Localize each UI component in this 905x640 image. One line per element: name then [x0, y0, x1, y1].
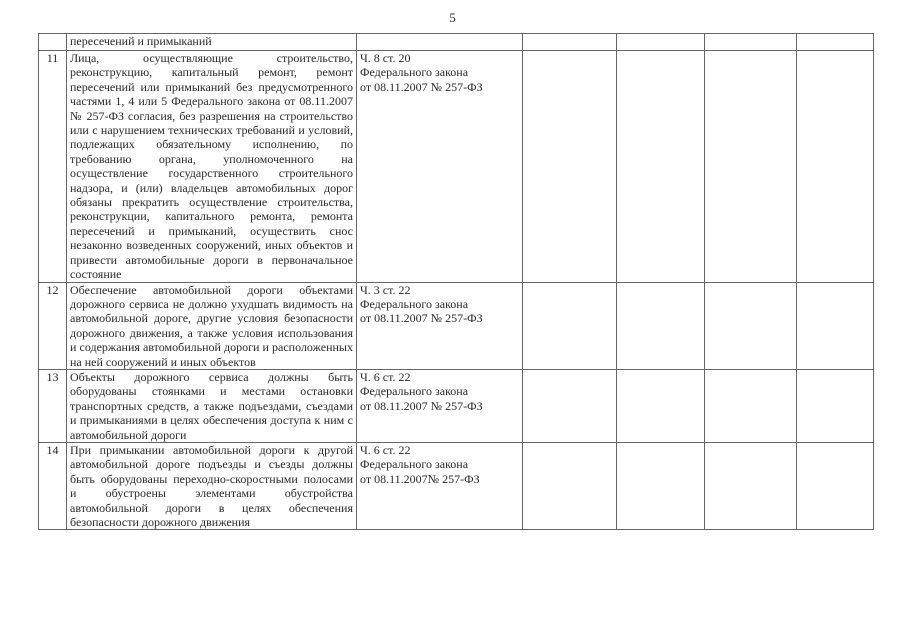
reference-line: Федерального закона — [360, 457, 469, 472]
reference-cell — [357, 369, 523, 442]
empty-cell — [797, 51, 874, 283]
table-row — [39, 282, 874, 369]
empty-cell — [797, 282, 874, 369]
empty-cell — [705, 442, 797, 529]
row-number-cell: 13 — [39, 369, 67, 442]
reference-line: Федерального закона — [360, 296, 469, 311]
empty-cell — [705, 282, 797, 369]
table-row — [39, 442, 874, 529]
empty-cell — [523, 34, 617, 51]
reference-line: от 08.11.2007 № 257-ФЗ — [360, 79, 483, 94]
checklist-table — [38, 33, 874, 530]
row-number-cell — [39, 34, 67, 51]
requirement-cell: При примыкании автомобильной дороги к другой автомобильной дороге подъезды и съезды должны быть оборудованы переходно-скоростными полосами и обустроены элементами обустройства автомобильной дороги в целях обеспечения безопасности дорожного движения — [67, 442, 357, 529]
row-number-cell: 14 — [39, 442, 67, 529]
requirement-cell: Объекты дорожного сервиса должны быть оборудованы стоянками и местами остановки транспортных средств, а также подъездами, съездами и примыканиями в целях обеспечения доступа к ним с автомобильной дороги — [67, 369, 357, 442]
reference-line: Федерального закона — [360, 384, 469, 399]
empty-cell — [523, 369, 617, 442]
table-row — [39, 369, 874, 442]
reference-cell — [357, 442, 523, 529]
requirement-cell: Обеспечение автомобильной дороги объектами дорожного сервиса не должно ухудшать видимость на автомобильной дороге, другие условия безопасности дорожного движения, а также условия использования и содержания автомобильной дороги и расположенных на ней сооружений и иных объектов — [67, 282, 357, 369]
empty-cell — [617, 369, 705, 442]
reference-line: Ч. 8 ст. 20 — [360, 51, 411, 65]
reference-cell — [357, 51, 523, 283]
reference-line: Ч. 6 ст. 22 — [360, 369, 411, 384]
empty-cell — [797, 442, 874, 529]
reference-line: от 08.11.2007№ 257-ФЗ — [360, 471, 480, 486]
empty-cell — [523, 442, 617, 529]
row-number-cell: 12 — [39, 282, 67, 369]
reference-line: Федерального закона — [360, 65, 469, 80]
reference-line: Ч. 6 ст. 22 — [360, 442, 411, 457]
empty-cell — [705, 369, 797, 442]
empty-cell — [797, 369, 874, 442]
empty-cell — [617, 442, 705, 529]
table-row — [39, 51, 874, 283]
table-row-continuation — [39, 34, 874, 51]
reference-line: Ч. 3 ст. 22 — [360, 282, 411, 297]
empty-cell — [705, 51, 797, 283]
requirement-cell: пересечений и примыканий — [67, 34, 357, 51]
empty-cell — [705, 34, 797, 51]
page-number: 5 — [449, 10, 456, 25]
empty-cell — [617, 34, 705, 51]
empty-cell — [617, 51, 705, 283]
requirement-cell: Лица, осуществляющие строительство, реконструкцию, капитальный ремонт, ремонт пересечений или примыканий без предусмотренного частями 1, 4 или 5 Федерального закона от 08.11.2007 № 257-ФЗ согласия, без разрешения на строительство или с нарушением технических требований и условий, подлежащих обязательному исполнению, по требованию органа, уполномоченного на осуществление государственного строительного надзора, и (или) владельцев автомобильных дорог обязаны прекратить осуществление строительства, реконструкции, капитального ремонта, ремонта пересечений и примыканий, осуществить снос незаконно возведенных сооружений, иных объектов и привести автомобильные дороги в первоначальное состояние — [67, 51, 357, 283]
reference-cell — [357, 34, 523, 51]
reference-line: от 08.11.2007 № 257-ФЗ — [360, 311, 483, 326]
empty-cell — [523, 282, 617, 369]
empty-cell — [617, 282, 705, 369]
reference-cell — [357, 282, 523, 369]
reference-line: от 08.11.2007 № 257-ФЗ — [360, 398, 483, 413]
empty-cell — [797, 34, 874, 51]
empty-cell — [523, 51, 617, 283]
row-number-cell: 11 — [39, 51, 67, 283]
